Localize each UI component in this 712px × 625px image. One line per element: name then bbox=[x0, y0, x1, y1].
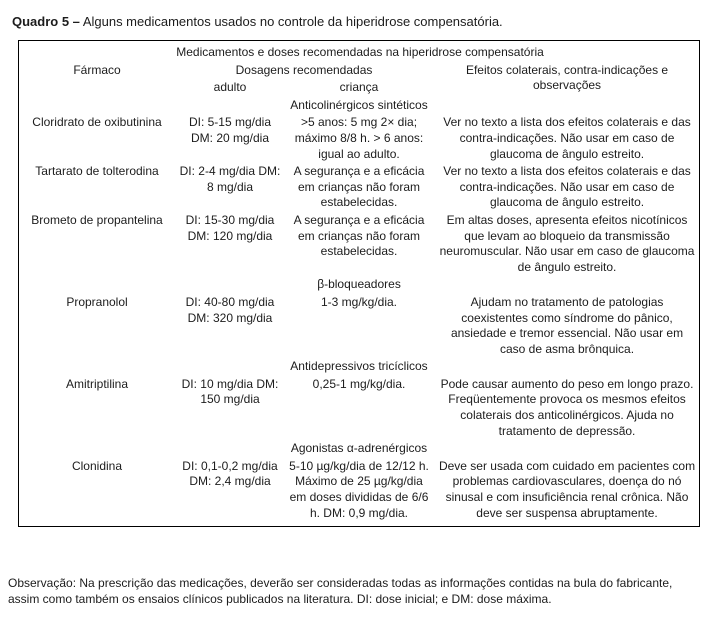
effects-cell: Deve ser usada com cuidado em pacientes com problemas cardiovasculares, doença do nó sinusal e com insuficiência renal crônica. Não deve ser suspensa abruptamente. bbox=[438, 458, 696, 520]
child-dose-cell: 1-3 mg/kg/dia. bbox=[320, 294, 398, 309]
table-row bbox=[19, 458, 701, 526]
group-label: Anticolinérgicos sintéticos bbox=[290, 97, 428, 112]
group-header-agonistas bbox=[19, 440, 701, 458]
child-dose-cell: >5 anos: 5 mg 2× dia; máximo 8/8 h. > 6 anos: igual ao adulto. bbox=[294, 115, 424, 161]
table-row bbox=[19, 163, 701, 212]
observation-footnote: Observação: Na prescrição das medicações, deverão ser consideradas todas as informações contidas na bula do fabricante, assim como também os ensaios clínicos publicados na literatura. DI: dose inicial; e DM: dose máxima. bbox=[8, 576, 673, 607]
effects-cell: Ver no texto a lista dos efeitos colaterais e das contra-indicações. Não usar em caso de glaucoma de ângulo estreito. bbox=[443, 164, 691, 210]
table-row bbox=[19, 294, 701, 358]
medications-table bbox=[19, 41, 701, 526]
group-label: Agonistas α-adrenérgicos bbox=[290, 441, 428, 456]
quadro-title-text: Alguns medicamentos usados no controle da hiperidrose compensatória. bbox=[79, 14, 503, 29]
child-dose-cell: 0,25-1 mg/kg/dia. bbox=[312, 376, 406, 391]
group-header-anticolinergicos bbox=[19, 97, 701, 115]
group-header-beta-bloqueadores bbox=[19, 276, 701, 294]
adult-dose-cell: DI: 15-30 mg/dia DM: 120 mg/dia bbox=[185, 212, 275, 243]
medications-table-frame bbox=[18, 40, 700, 527]
column-header-farmaco: Fármaco bbox=[73, 62, 121, 77]
table-row bbox=[19, 114, 701, 163]
group-header-antidepressivos bbox=[19, 358, 701, 376]
drug-name-cell: Cloridrato de oxibutinina bbox=[32, 115, 162, 130]
adult-dose-cell: DI: 0,1-0,2 mg/dia DM: 2,4 mg/dia bbox=[182, 458, 278, 489]
drug-name-cell: Clonidina bbox=[71, 458, 123, 473]
column-header-efeitos: Efeitos colaterais, contra-indicações e observações bbox=[465, 62, 669, 93]
drug-name-cell: Propranolol bbox=[66, 294, 128, 309]
column-header-adulto: adulto bbox=[213, 80, 247, 95]
effects-cell: Em altas doses, apresenta efeitos nicotínicos que levam ao bloqueio da transmissão neuromuscular. Não usar em caso de glaucoma de ângulo estreito. bbox=[439, 212, 695, 274]
child-dose-cell: A segurança e a eficácia em crianças não foram estabelecidas. bbox=[293, 164, 425, 210]
effects-cell: Ver no texto a lista dos efeitos colaterais e das contra-indicações. Não usar em caso de glaucoma de ângulo estreito. bbox=[443, 115, 691, 161]
child-dose-cell: A segurança e a eficácia em crianças não foram estabelecidas. bbox=[293, 212, 425, 259]
column-header-dosagens: Dosagens recomendadas bbox=[235, 62, 373, 77]
drug-name-cell: Amitriptilina bbox=[65, 376, 128, 391]
group-label: β-bloqueadores bbox=[317, 277, 401, 292]
table-caption-row bbox=[19, 41, 701, 62]
drug-name-cell: Tartarato de tolterodina bbox=[35, 164, 159, 179]
table-row bbox=[19, 212, 701, 276]
drug-name-cell: Brometo de propantelina bbox=[31, 212, 163, 227]
adult-dose-cell: DI: 5-15 mg/dia DM: 20 mg/dia bbox=[188, 115, 272, 145]
header-row-1 bbox=[19, 62, 701, 80]
table-caption: Medicamentos e doses recomendadas na hiperidrose compensatória bbox=[176, 45, 544, 59]
child-dose-cell: 5-10 µg/kg/dia de 12/12 h. Máximo de 25 µg/kg/dia em doses divididas de 6/6 h. DM: 0,9 mg/dia. bbox=[289, 458, 429, 520]
effects-cell: Ajudam no tratamento de patologias coexistentes como síndrome do pânico, ansiedade e tremor essencial. Não usar em caso de asma brônquica. bbox=[450, 294, 684, 356]
quadro-number-label: Quadro 5 – bbox=[12, 14, 80, 29]
adult-dose-cell: DI: 2-4 mg/dia DM: 8 mg/dia bbox=[179, 164, 281, 194]
adult-dose-cell: DI: 40-80 mg/dia DM: 320 mg/dia bbox=[185, 294, 275, 325]
group-label: Antidepressivos tricíclicos bbox=[290, 359, 428, 374]
effects-cell: Pode causar aumento do peso em longo prazo. Freqüentemente provoca os mesmos efeitos colaterais dos anticolinérgicos. Ajuda no tratamento de depressão. bbox=[440, 376, 694, 438]
page-title bbox=[12, 14, 503, 29]
table-row bbox=[19, 376, 701, 440]
column-header-crianca: criança bbox=[339, 80, 379, 95]
adult-dose-cell: DI: 10 mg/dia DM: 150 mg/dia bbox=[181, 376, 279, 407]
